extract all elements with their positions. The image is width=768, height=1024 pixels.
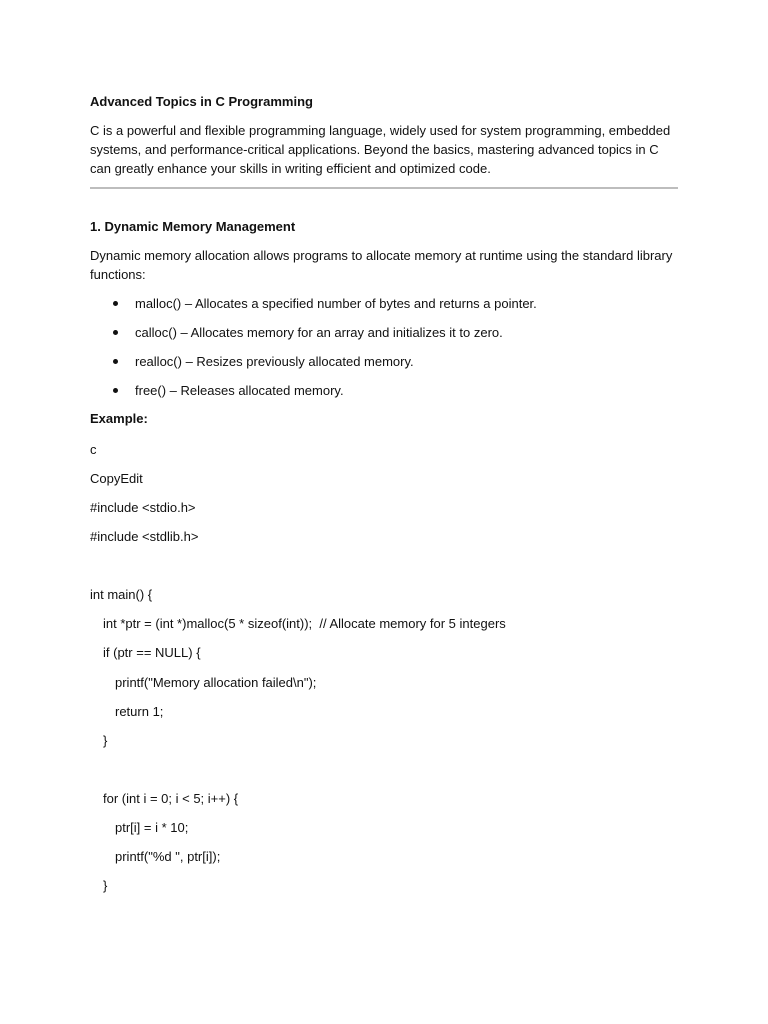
code-line: }: [103, 733, 108, 748]
list-item-text: free() – Releases allocated memory.: [135, 383, 344, 398]
list-item-text: calloc() – Allocates memory for an array and initializes it to zero.: [135, 325, 503, 340]
document-title: Advanced Topics in C Programming: [90, 94, 313, 109]
bullet-icon: [113, 388, 118, 393]
bullet-icon: [113, 359, 118, 364]
copy-edit-button[interactable]: CopyEdit: [90, 471, 143, 486]
code-line: printf("Memory allocation failed\n");: [115, 675, 317, 690]
intro-paragraph: C is a powerful and flexible programming language, widely used for system programming, embedded systems, and performance-critical applications. Beyond the basics, mastering advanced topics in C can greatly enhance your skills in writing efficient and optimized code.: [90, 123, 671, 176]
code-line: #include <stdlib.h>: [90, 529, 199, 544]
code-line: for (int i = 0; i < 5; i++) {: [103, 791, 239, 806]
list-item-text: realloc() – Resizes previously allocated memory.: [135, 354, 414, 369]
section-heading-dynamic-memory: 1. Dynamic Memory Management: [90, 219, 296, 234]
code-line: printf("%d ", ptr[i]);: [115, 849, 221, 864]
function-bullet-list: [90, 294, 537, 410]
code-line: return 1;: [115, 704, 164, 719]
list-item: [90, 323, 537, 352]
code-line: ptr[i] = i * 10;: [115, 820, 189, 835]
list-item: [90, 381, 537, 410]
example-label: Example:: [90, 411, 148, 426]
code-line: int *ptr = (int *)malloc(5 * sizeof(int)); // Allocate memory for 5 integers: [103, 616, 506, 631]
list-item-text: malloc() – Allocates a specified number of bytes and returns a pointer.: [135, 296, 537, 311]
bullet-icon: [113, 330, 118, 335]
list-item: [90, 352, 537, 381]
code-line: if (ptr == NULL) {: [103, 645, 201, 660]
code-line: #include <stdio.h>: [90, 500, 196, 515]
section-description: Dynamic memory allocation allows programs to allocate memory at runtime using the standard library functions:: [90, 248, 673, 282]
bullet-icon: [113, 301, 118, 306]
code-line: int main() {: [90, 587, 153, 602]
horizontal-divider: [90, 187, 678, 189]
list-item: [90, 294, 537, 323]
code-line: }: [103, 878, 108, 893]
code-language-label: c: [90, 442, 97, 457]
